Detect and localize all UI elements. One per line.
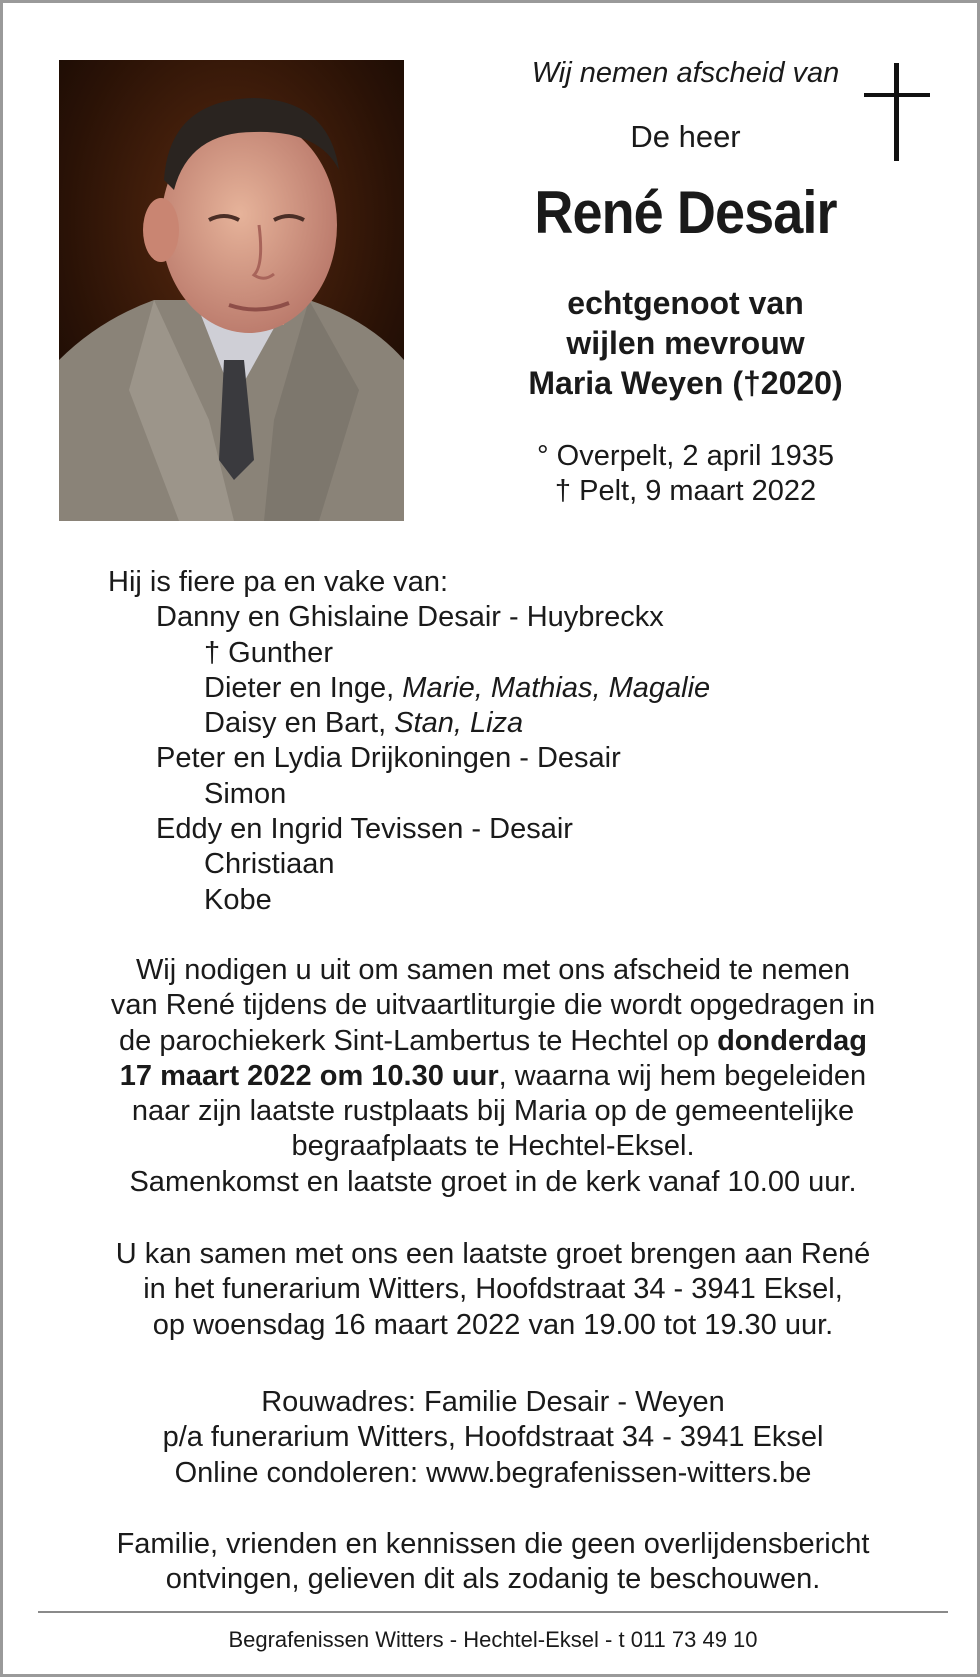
family-line: Peter en Lydia Drijkoningen - Desair: [156, 742, 621, 775]
family-intro: Hij is fiere pa en vake van:: [108, 566, 449, 598]
portrait-photo: [59, 60, 404, 521]
notice-paragraph: Familie, vrienden en kennissen die geen overlijdensbericht ontvingen, gelieven dit als zodanig te beschouwen.: [116, 1528, 870, 1596]
deceased-name: René Desair: [534, 179, 837, 246]
family-line: † Gunther: [204, 636, 333, 669]
ceremony-paragraph: Wij nodigen u uit om samen met ons afscheid te nemen van René tijdens de uitvaartliturgie die wordt opgedragen in de parochiekerk Sint-Lambertus te Hechtel op donderdag 17 maart 2022 om 10.30 uur, waarna wij hem begeleiden naar zijn laatste rustplaats bij Maria op de gemeentelijke begraafplaats te Hechtel-Eksel. Samenkomst en laatste groet in de kerk vanaf 10.00 uur.: [110, 954, 876, 1198]
footer-text: Begrafenissen Witters - Hechtel-Eksel - t 011 73 49 10: [228, 1627, 758, 1652]
condolence-link[interactable]: Online condoleren: www.begrafenissen-witters.be: [174, 1456, 812, 1489]
spouse-info: [453, 283, 918, 403]
family-line: Simon: [204, 777, 287, 810]
family-line: Danny en Ghislaine Desair - Huybreckx: [156, 601, 664, 634]
honorific: De heer: [630, 119, 741, 154]
family-line: Christiaan: [204, 848, 335, 881]
spouse-line: echtgenoot van: [567, 285, 804, 321]
family-list: [108, 565, 928, 918]
family-line: Daisy en Bart, Stan, Liza: [204, 707, 524, 740]
deceased-header: [453, 53, 918, 509]
portrait-illustration: [59, 60, 404, 521]
address-paragraph: Rouwadres: Familie Desair - Weyen p/a funerarium Witters, Hoofdstraat 34 - 3941 Eksel Online condoleren: www.begrafenissen-witters.be: [43, 1385, 943, 1491]
intro-text: Wij nemen afscheid van: [531, 57, 840, 89]
birth-date: ° Overpelt, 2 april 1935: [537, 440, 834, 472]
spouse-line: Maria Weyen (†2020): [528, 365, 843, 401]
family-line: Dieter en Inge, Marie, Mathias, Magalie: [204, 671, 711, 704]
family-line: Kobe: [204, 883, 272, 916]
life-dates: [453, 439, 918, 509]
footer-divider: [38, 1611, 948, 1613]
spouse-line: wijlen mevrouw: [566, 325, 805, 361]
visitation-paragraph: U kan samen met ons een laatste groet brengen aan René in het funerarium Witters, Hoofdstraat 34 - 3941 Eksel, op woensdag 16 maart 2022 van 19.00 tot 19.30 uur.: [115, 1238, 871, 1341]
death-date: † Pelt, 9 maart 2022: [554, 475, 817, 507]
family-line: Eddy en Ingrid Tevissen - Desair: [156, 813, 573, 846]
